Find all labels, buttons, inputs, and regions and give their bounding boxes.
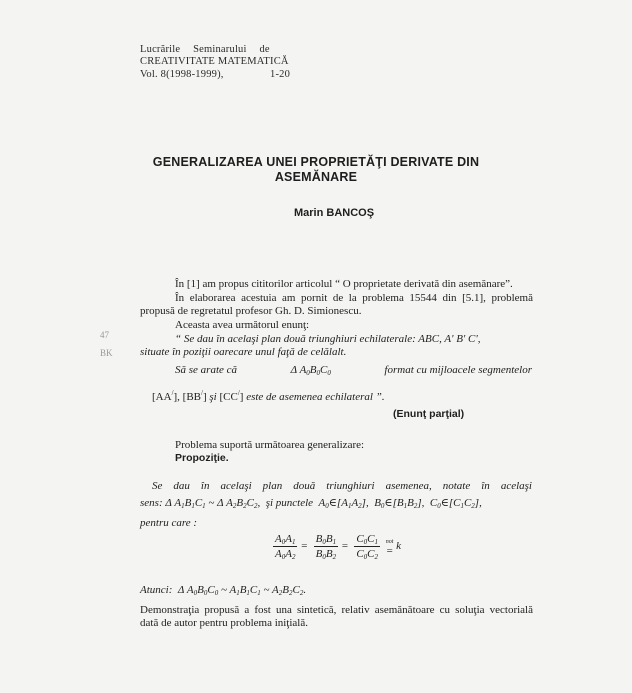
proof-line-1: Demonstraţia propusă a fost una sintetică, relativ asemănătoare cu soluţia vectorială: [140, 604, 533, 616]
journal-pages: 1-20: [270, 69, 291, 80]
quote-line-4-and: şi: [206, 391, 220, 403]
quote-line-3-start: Să se arate că: [175, 364, 238, 376]
journal-volume: Vol. 8(1998-1999),: [140, 69, 224, 80]
fraction-b: $\frac{B_0B_1}{B_0B_2}$: [315, 533, 337, 561]
proposition-line-2-start: sens:: [140, 497, 163, 509]
author-name: Marin BANCOŞ: [294, 207, 375, 219]
conclusion-line: Atunci: Δ $A_0B_0C_0$ ~ $A_1B_1C_1$ ~ $A_2B_2C_2$.: [140, 584, 307, 597]
paragraph-statement-intro: Aceasta avea următorul enunţ:: [175, 319, 310, 331]
pentru-care: pentru care :: [140, 517, 198, 529]
margin-mark-2: BK: [100, 348, 113, 358]
quote-line-4: [152, 390, 385, 404]
ratio-k: k: [396, 540, 402, 553]
segment-aa-prime: [AA/], [BB/]: [152, 389, 207, 403]
fraction-c: $\frac{C_0C_1}{C_0C_2}$: [356, 533, 378, 561]
quote-line-2: situate în poziţii oarecare unul faţă de celălalt.: [140, 346, 347, 358]
quote-line-1: “ Se dau în acelaşi plan două triunghiuri echilaterale: ABC, A' B' C',: [175, 333, 481, 345]
journal-name-line: Lucrările Seminarului de: [140, 44, 270, 55]
quote-line-4-end: este de asemenea echilateral ”.: [243, 391, 385, 403]
quote-line-3-end: format cu mijloacele segmentelor: [384, 364, 532, 376]
conclusion-label: Atunci:: [140, 584, 173, 596]
paper-title-line-1: GENERALIZAREA UNEI PROPRIETĂŢI DERIVATE DIN: [152, 155, 480, 169]
margin-mark-1: 47: [100, 330, 109, 340]
notation-equals: not =: [385, 538, 394, 557]
proposition-label: Propoziţie.: [175, 452, 229, 464]
journal-subtitle-line: CREATIVITATE MATEMATICĂ: [140, 56, 289, 67]
quote-line-3: [175, 363, 532, 377]
proposition-line-2: sens: Δ $A_1B_1C_1$ ~ Δ $A_2B_2C_2$, şi punctele $A_0\in[A_1A_2]$, $B_0\in[B_1B_2]$, $C_0\in[C_1C_2]$,: [140, 497, 482, 510]
proposition-line-2-mid: şi punctele: [265, 497, 314, 509]
paragraph-intro: În [1] am propus cititorilor articolul “ O proprietate derivată din asemănare”.: [175, 278, 513, 290]
triangle-a0b0c0-symbol: Δ $A_0B_0C_0$: [290, 364, 331, 377]
segment-cc-prime: [CC/]: [219, 389, 244, 403]
ratio-formula: $\frac{A_0A_1}{A_0A_2}$ = $\frac{B_0B_1}{B_0B_2}$ = $\frac{C_0C_1}{C_0C_2}$ not = k: [275, 533, 402, 561]
paragraph-origin-line-1: În elaborarea acestuia am pornit de la problema 15544 din [5.1], problemă: [175, 292, 533, 304]
proposition-line-1: Se dau în acelaşi plan două triunghiuri asemenea, notate în acelaşi: [152, 480, 532, 492]
proof-line-2: dată de autor pentru problema iniţială.: [140, 617, 308, 629]
partial-statement-note: (Enunţ parţial): [393, 408, 465, 420]
paragraph-origin-line-2: propusă de regretatul profesor Gh. D. Simionescu.: [140, 305, 362, 317]
fraction-a: $\frac{A_0A_1}{A_0A_2}$: [275, 533, 296, 561]
paragraph-generalization: Problema suportă următoarea generalizare:: [175, 439, 365, 451]
paper-title-line-2: ASEMĂNARE: [274, 170, 358, 184]
